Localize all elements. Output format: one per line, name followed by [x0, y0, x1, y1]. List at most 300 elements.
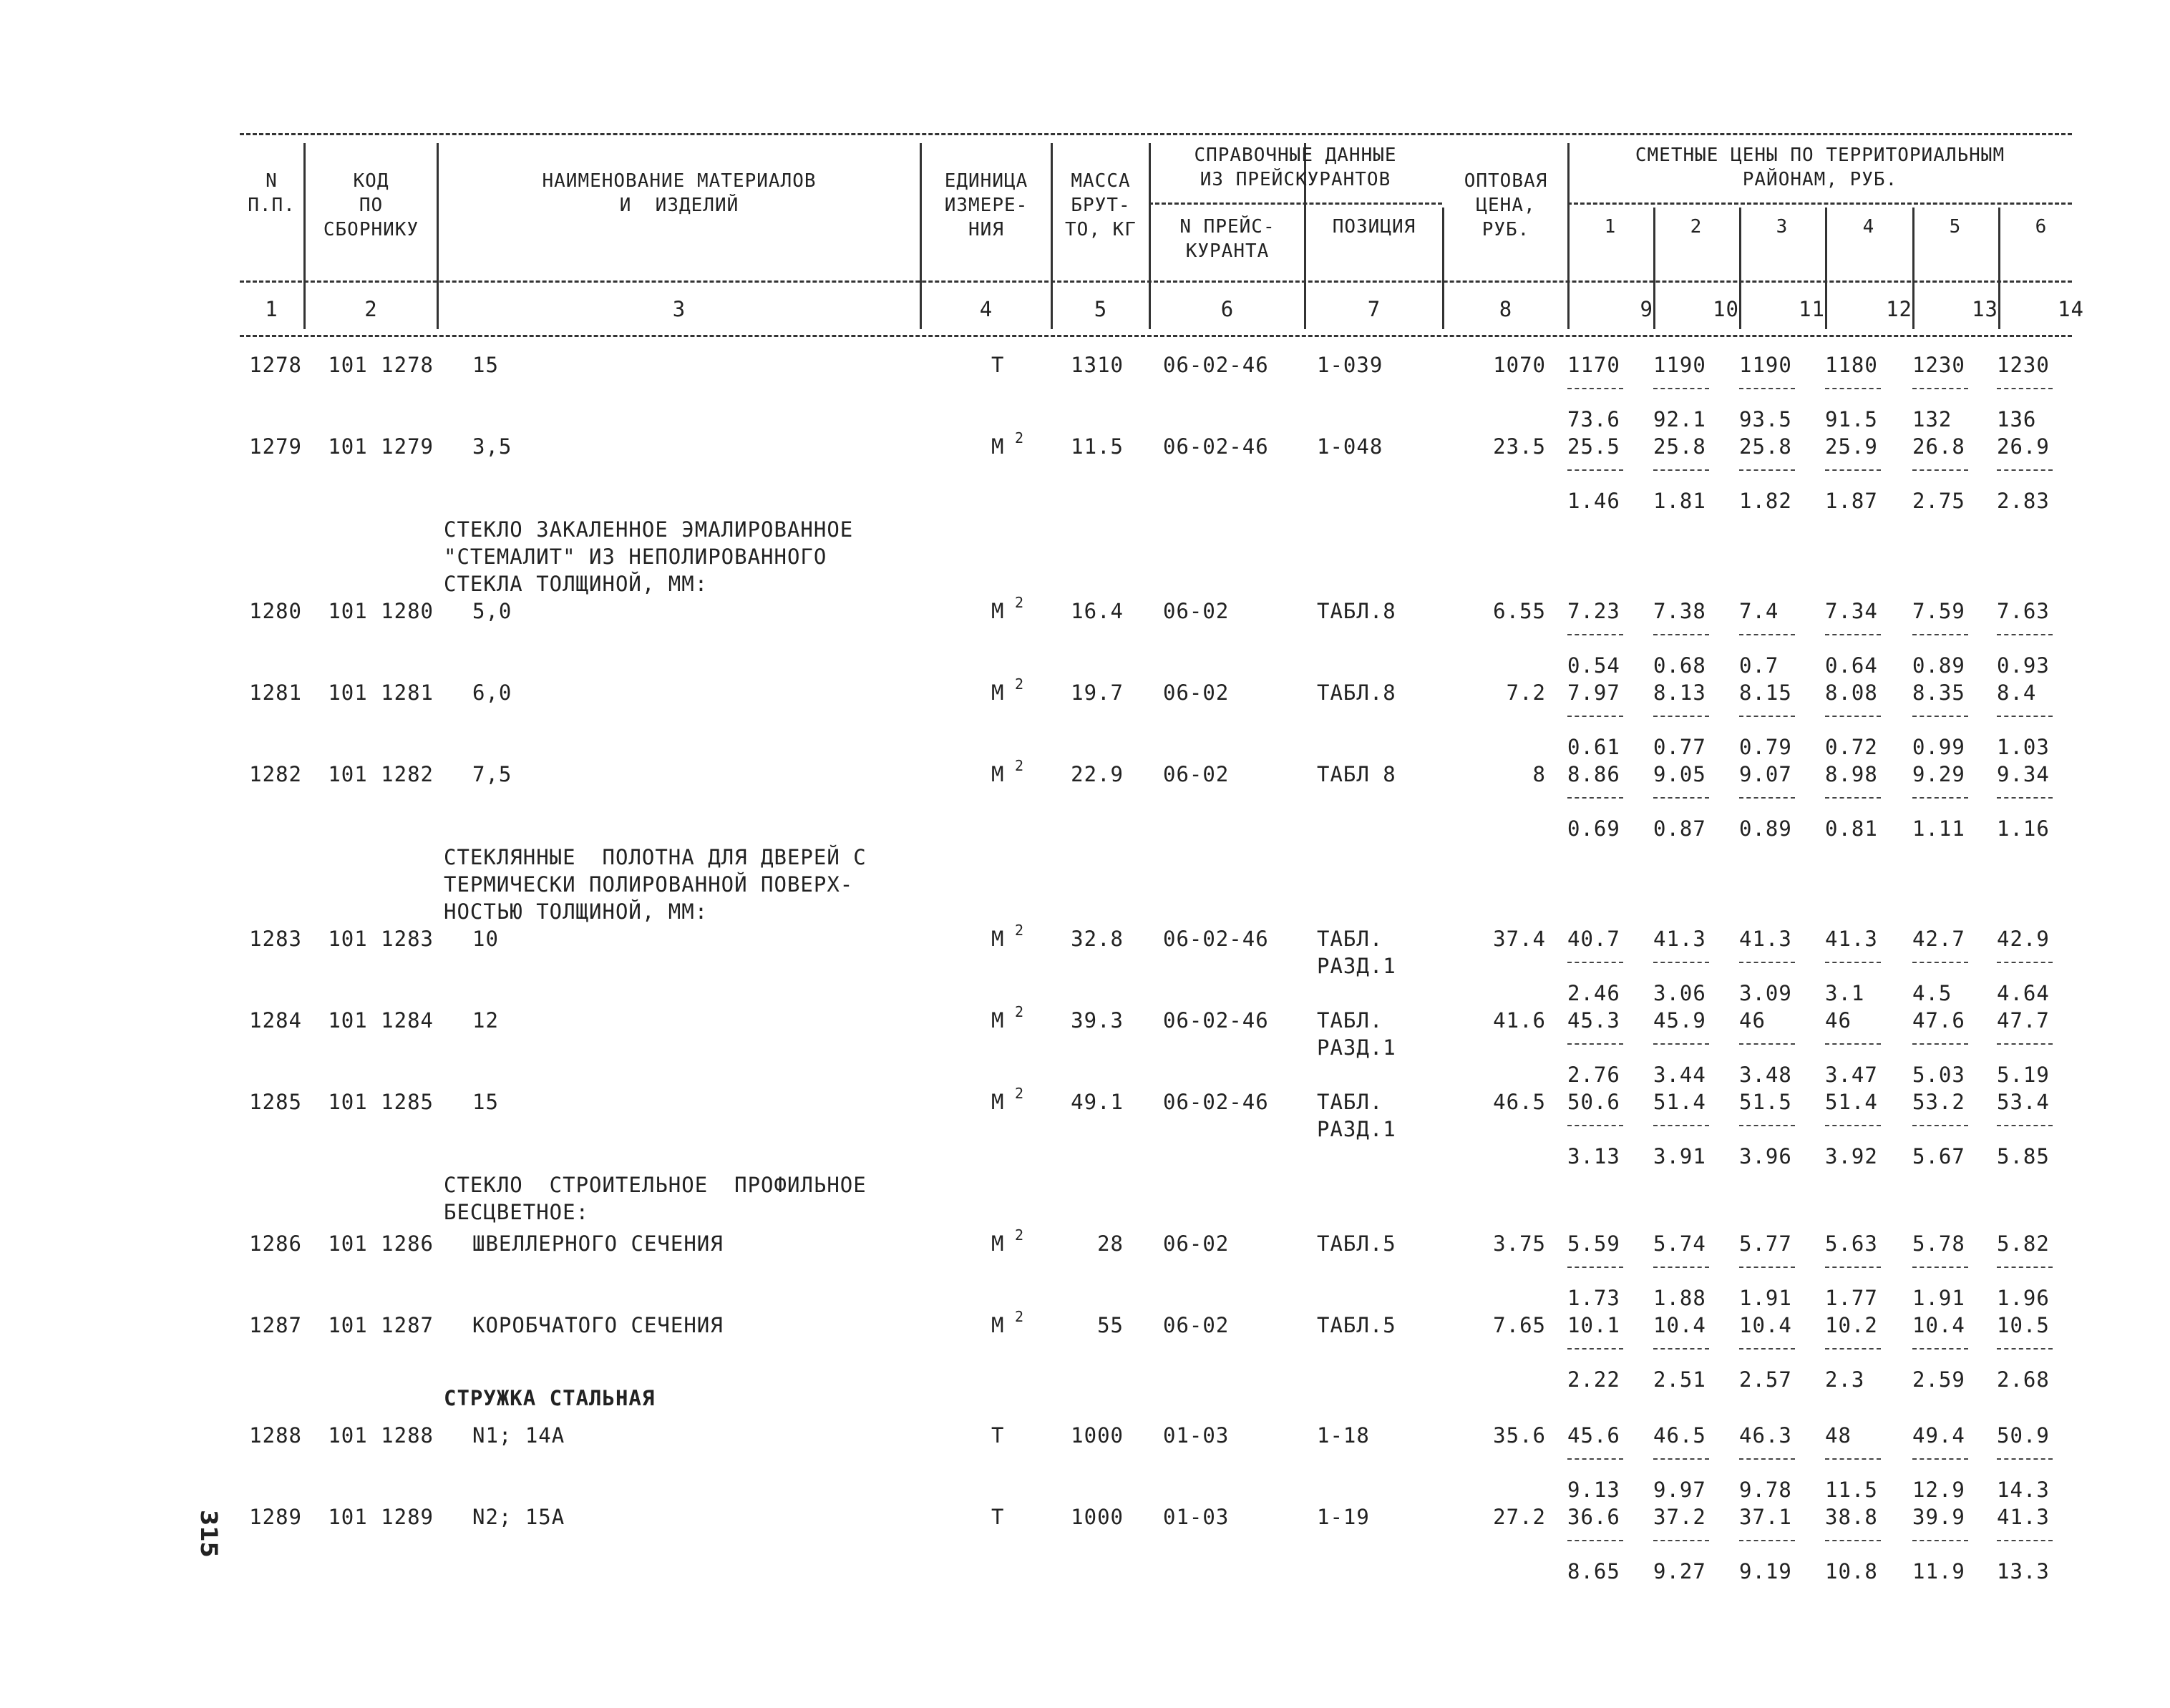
- fraction-rule: [1567, 1267, 1623, 1268]
- region-price-delta-6: 136: [1997, 407, 2037, 431]
- row-wholesale-price: 27.2: [1493, 1505, 1546, 1529]
- fraction-rule: [1739, 469, 1795, 471]
- column-number-4: 4: [979, 297, 993, 321]
- row-wholesale-price: 6.55: [1493, 599, 1546, 623]
- region-price-delta-3: 1.91: [1739, 1286, 1792, 1310]
- row-number: 1287: [249, 1313, 302, 1337]
- row-wholesale-price: 41.6: [1493, 1008, 1546, 1033]
- fraction-rule: [1825, 716, 1881, 717]
- column-number-separator: [1825, 289, 1827, 329]
- region-price-delta-4: 11.5: [1825, 1478, 1878, 1502]
- section-heading-line: "СТЕМАЛИТ" ИЗ НЕПОЛИРОВАННОГО: [444, 545, 827, 569]
- row-code: 101 1283: [328, 927, 434, 951]
- fraction-rule: [1739, 1267, 1795, 1268]
- fraction-rule: [1912, 634, 1968, 635]
- row-name: 15: [472, 1090, 499, 1114]
- row-pricelist-no: 01-03: [1163, 1423, 1230, 1448]
- fraction-rule: [1567, 716, 1623, 717]
- region-price-1: 40.7: [1567, 927, 1620, 951]
- row-unit: М 2: [991, 761, 1034, 787]
- region-price-1: 7.23: [1567, 599, 1620, 623]
- fraction-rule: [1567, 1540, 1623, 1541]
- row-pricelist-no: 06-02-46: [1163, 1008, 1269, 1033]
- region-price-delta-6: 1.96: [1997, 1286, 2050, 1310]
- section-heading-line: НОСТЬЮ ТОЛЩИНОЙ, ММ:: [444, 899, 709, 924]
- fraction-rule: [1653, 1458, 1709, 1460]
- row-mass: 19.7: [1071, 680, 1124, 705]
- row-code: 101 1285: [328, 1090, 434, 1114]
- region-price-delta-1: 0.61: [1567, 735, 1620, 759]
- row-mass: 39.3: [1071, 1008, 1124, 1033]
- region-price-delta-4: 10.8: [1825, 1559, 1878, 1583]
- fraction-rule: [1825, 797, 1881, 799]
- row-unit: М 2: [991, 1231, 1034, 1256]
- region-price-delta-1: 1.46: [1567, 489, 1620, 513]
- fraction-rule: [1912, 469, 1968, 471]
- region-price-2: 25.8: [1653, 434, 1706, 459]
- row-pricelist-no: 01-03: [1163, 1505, 1230, 1529]
- row-pricelist-no: 06-02: [1163, 1313, 1230, 1337]
- region-group-divider: [1567, 202, 2072, 205]
- region-price-2: 9.05: [1653, 762, 1706, 786]
- fraction-rule: [1825, 469, 1881, 471]
- column-number-6: 6: [1220, 297, 1235, 321]
- column-number-separator: [1304, 289, 1306, 329]
- header-name: НАИМЕНОВАНИЕ МАТЕРИАЛОВ: [542, 170, 817, 192]
- column-number-7: 7: [1367, 297, 1381, 321]
- region-price-delta-3: 93.5: [1739, 407, 1792, 431]
- fraction-rule: [1997, 469, 2053, 471]
- row-position: 1-18: [1317, 1423, 1370, 1448]
- fraction-rule: [1567, 634, 1623, 635]
- row-position: ТАБЛ.8: [1317, 599, 1396, 623]
- row-pricelist-no: 06-02-46: [1163, 927, 1269, 951]
- region-price-2: 41.3: [1653, 927, 1706, 951]
- region-price-delta-5: 5.03: [1912, 1063, 1965, 1087]
- row-name: 7,5: [472, 762, 512, 786]
- fraction-rule: [1825, 1125, 1881, 1126]
- section-heading-line: СТРУЖКА СТАЛЬНАЯ: [444, 1386, 656, 1410]
- fraction-rule: [1653, 1043, 1709, 1045]
- region-price-delta-6: 13.3: [1997, 1559, 2050, 1583]
- fraction-rule: [1997, 962, 2053, 963]
- row-code: 101 1281: [328, 680, 434, 705]
- region-price-3: 1190: [1739, 353, 1792, 377]
- region-price-delta-4: 0.81: [1825, 816, 1878, 841]
- header-code: ПО: [359, 195, 384, 216]
- region-price-1: 10.1: [1567, 1313, 1620, 1337]
- region-price-2: 46.5: [1653, 1423, 1706, 1448]
- row-pricelist-no: 06-02-46: [1163, 353, 1269, 377]
- row-code: 101 1280: [328, 599, 434, 623]
- header-position: ПОЗИЦИЯ: [1332, 216, 1416, 238]
- region-price-delta-5: 1.11: [1912, 816, 1965, 841]
- column-number-separator: [920, 289, 922, 329]
- region-price-4: 46: [1825, 1008, 1852, 1033]
- region-price-3: 41.3: [1739, 927, 1792, 951]
- region-price-6: 50.9: [1997, 1423, 2050, 1448]
- row-wholesale-price: 8: [1532, 762, 1546, 786]
- fraction-rule: [1567, 1348, 1623, 1350]
- region-price-5: 39.9: [1912, 1505, 1965, 1529]
- region-price-5: 8.35: [1912, 680, 1965, 705]
- fraction-rule: [1825, 1540, 1881, 1541]
- region-price-delta-5: 0.89: [1912, 653, 1965, 678]
- row-number: 1285: [249, 1090, 302, 1114]
- row-number: 1282: [249, 762, 302, 786]
- row-code: 101 1279: [328, 434, 434, 459]
- unit-exponent: 2: [1015, 1085, 1025, 1102]
- region-price-5: 26.8: [1912, 434, 1965, 459]
- header-code: КОД: [353, 170, 389, 192]
- row-code: 101 1286: [328, 1231, 434, 1256]
- region-price-4: 48: [1825, 1423, 1852, 1448]
- region-price-delta-3: 3.96: [1739, 1144, 1792, 1168]
- region-price-delta-3: 1.82: [1739, 489, 1792, 513]
- fraction-rule: [1739, 634, 1795, 635]
- fraction-rule: [1567, 1043, 1623, 1045]
- region-price-delta-2: 3.06: [1653, 981, 1706, 1005]
- row-pricelist-no: 06-02-46: [1163, 434, 1269, 459]
- header-n-pp: П.П.: [248, 195, 296, 216]
- header-region-3: 3: [1776, 216, 1789, 238]
- page-number: 315: [195, 1510, 223, 1558]
- row-code: 101 1287: [328, 1313, 434, 1337]
- row-position: ТАБЛ.5: [1317, 1231, 1396, 1256]
- column-number-separator: [303, 289, 306, 329]
- region-price-6: 42.9: [1997, 927, 2050, 951]
- region-price-1: 5.59: [1567, 1231, 1620, 1256]
- region-price-4: 5.63: [1825, 1231, 1878, 1256]
- header-region-6: 6: [2035, 216, 2048, 238]
- row-number: 1288: [249, 1423, 302, 1448]
- region-price-delta-5: 1.91: [1912, 1286, 1965, 1310]
- header-wholesale-price: ЦЕНА,: [1476, 195, 1536, 216]
- region-price-delta-1: 73.6: [1567, 407, 1620, 431]
- column-number-12: 12: [1886, 297, 1912, 321]
- row-code: 101 1282: [328, 762, 434, 786]
- region-price-1: 8.86: [1567, 762, 1620, 786]
- fraction-rule: [1997, 634, 2053, 635]
- row-wholesale-price: 7.2: [1506, 680, 1546, 705]
- region-price-delta-2: 9.27: [1653, 1559, 1706, 1583]
- fraction-rule: [1739, 1458, 1795, 1460]
- section-heading-line: СТЕКЛО СТРОИТЕЛЬНОЕ ПРОФИЛЬНОЕ: [444, 1173, 867, 1197]
- region-price-3: 37.1: [1739, 1505, 1792, 1529]
- header-ref-group: СПРАВОЧНЫЕ ДАННЫЕ: [1194, 145, 1397, 166]
- region-price-delta-1: 2.22: [1567, 1367, 1620, 1392]
- fraction-rule: [1825, 1348, 1881, 1350]
- row-name: КОРОБЧАТОГО СЕЧЕНИЯ: [472, 1313, 724, 1337]
- region-price-delta-4: 3.47: [1825, 1063, 1878, 1087]
- fraction-rule: [1653, 634, 1709, 635]
- region-price-delta-2: 3.91: [1653, 1144, 1706, 1168]
- header-ref-group: ИЗ ПРЕЙСКУРАНТОВ: [1200, 169, 1391, 190]
- header-region-5: 5: [1949, 216, 1962, 238]
- region-price-delta-2: 2.51: [1653, 1367, 1706, 1392]
- row-position: 1-048: [1317, 434, 1383, 459]
- region-price-delta-1: 2.46: [1567, 981, 1620, 1005]
- region-price-5: 5.78: [1912, 1231, 1965, 1256]
- region-price-delta-1: 8.65: [1567, 1559, 1620, 1583]
- region-price-delta-4: 1.87: [1825, 489, 1878, 513]
- fraction-rule: [1739, 1540, 1795, 1541]
- region-price-delta-4: 91.5: [1825, 407, 1878, 431]
- region-price-4: 7.34: [1825, 599, 1878, 623]
- region-price-5: 1230: [1912, 353, 1965, 377]
- fraction-rule: [1912, 1043, 1968, 1045]
- column-number-3: 3: [672, 297, 686, 321]
- region-price-1: 7.97: [1567, 680, 1620, 705]
- header-bottom-rule: [240, 335, 2072, 337]
- region-price-5: 49.4: [1912, 1423, 1965, 1448]
- region-price-4: 38.8: [1825, 1505, 1878, 1529]
- header-region-group: СМЕТНЫЕ ЦЕНЫ ПО ТЕРРИТОРИАЛЬНЫМ: [1635, 145, 2005, 166]
- row-position: РАЗД.1: [1317, 954, 1396, 978]
- region-price-delta-5: 2.59: [1912, 1367, 1965, 1392]
- row-unit: М 2: [991, 1089, 1034, 1115]
- region-price-delta-1: 0.69: [1567, 816, 1620, 841]
- column-number-10: 10: [1713, 297, 1739, 321]
- fraction-rule: [1825, 962, 1881, 963]
- fraction-rule: [1825, 1267, 1881, 1268]
- fraction-rule: [1912, 1125, 1968, 1126]
- row-number: 1283: [249, 927, 302, 951]
- header-pricelist-no: КУРАНТА: [1185, 240, 1270, 262]
- fraction-rule: [1912, 1458, 1968, 1460]
- unit-exponent: 2: [1015, 922, 1025, 939]
- region-price-4: 51.4: [1825, 1090, 1878, 1114]
- fraction-rule: [1912, 1540, 1968, 1541]
- row-wholesale-price: 35.6: [1493, 1423, 1546, 1448]
- row-code: 101 1284: [328, 1008, 434, 1033]
- row-position: ТАБЛ.8: [1317, 680, 1396, 705]
- header-region-group: РАЙОНАМ, РУБ.: [1742, 169, 1898, 190]
- fraction-rule: [1825, 388, 1881, 389]
- row-number: 1280: [249, 599, 302, 623]
- region-price-delta-2: 3.44: [1653, 1063, 1706, 1087]
- row-position: 1-039: [1317, 353, 1383, 377]
- region-price-delta-5: 12.9: [1912, 1478, 1965, 1502]
- row-number: 1286: [249, 1231, 302, 1256]
- region-price-5: 42.7: [1912, 927, 1965, 951]
- region-price-delta-5: 5.67: [1912, 1144, 1965, 1168]
- row-position: ТАБЛ.5: [1317, 1313, 1396, 1337]
- row-position: 1-19: [1317, 1505, 1370, 1529]
- row-number: 1279: [249, 434, 302, 459]
- column-number-separator: [1442, 289, 1444, 329]
- fraction-rule: [1912, 1348, 1968, 1350]
- region-price-3: 51.5: [1739, 1090, 1792, 1114]
- region-price-6: 8.4: [1997, 680, 2037, 705]
- row-mass: 49.1: [1071, 1090, 1124, 1114]
- section-heading-line: СТЕКЛА ТОЛЩИНОЙ, ММ:: [444, 572, 709, 596]
- region-price-delta-5: 0.99: [1912, 735, 1965, 759]
- row-unit: М 2: [991, 926, 1034, 952]
- region-price-3: 46.3: [1739, 1423, 1792, 1448]
- region-price-delta-6: 5.19: [1997, 1063, 2050, 1087]
- region-price-delta-5: 11.9: [1912, 1559, 1965, 1583]
- row-unit: М 2: [991, 1312, 1034, 1338]
- unit-exponent: 2: [1015, 1003, 1025, 1020]
- region-price-6: 5.82: [1997, 1231, 2050, 1256]
- row-mass: 11.5: [1071, 434, 1124, 459]
- region-price-delta-6: 5.85: [1997, 1144, 2050, 1168]
- region-price-delta-3: 3.48: [1739, 1063, 1792, 1087]
- fraction-rule: [1653, 469, 1709, 471]
- region-price-4: 41.3: [1825, 927, 1878, 951]
- column-number-2: 2: [364, 297, 378, 321]
- fraction-rule: [1997, 1267, 2053, 1268]
- row-unit: М 2: [991, 434, 1034, 459]
- region-price-5: 47.6: [1912, 1008, 1965, 1033]
- fraction-rule: [1825, 634, 1881, 635]
- region-price-6: 9.34: [1997, 762, 2050, 786]
- row-pricelist-no: 06-02: [1163, 762, 1230, 786]
- region-price-5: 53.2: [1912, 1090, 1965, 1114]
- header-unit: ИЗМЕРЕ-: [944, 195, 1028, 216]
- region-price-4: 1180: [1825, 353, 1878, 377]
- fraction-rule: [1567, 1458, 1623, 1460]
- header-mass: МАССА: [1071, 170, 1131, 192]
- header-top-rule: [240, 133, 2072, 135]
- column-number-separator: [1998, 289, 2000, 329]
- fraction-rule: [1739, 716, 1795, 717]
- row-code: 101 1278: [328, 353, 434, 377]
- region-price-3: 9.07: [1739, 762, 1792, 786]
- fraction-rule: [1912, 962, 1968, 963]
- region-price-delta-6: 2.68: [1997, 1367, 2050, 1392]
- region-price-delta-1: 2.76: [1567, 1063, 1620, 1087]
- row-number: 1289: [249, 1505, 302, 1529]
- fraction-rule: [1825, 1458, 1881, 1460]
- row-unit: Т: [991, 353, 1005, 377]
- region-price-delta-2: 1.88: [1653, 1286, 1706, 1310]
- region-price-delta-6: 1.16: [1997, 816, 2050, 841]
- region-price-6: 7.63: [1997, 599, 2050, 623]
- fraction-rule: [1567, 388, 1623, 389]
- region-price-delta-4: 3.1: [1825, 981, 1865, 1005]
- row-number: 1278: [249, 353, 302, 377]
- column-number-5: 5: [1094, 297, 1108, 321]
- row-wholesale-price: 1070: [1493, 353, 1546, 377]
- header-mass: БРУТ-: [1071, 195, 1131, 216]
- region-price-1: 50.6: [1567, 1090, 1620, 1114]
- region-price-3: 8.15: [1739, 680, 1792, 705]
- fraction-rule: [1567, 962, 1623, 963]
- row-position: РАЗД.1: [1317, 1035, 1396, 1060]
- header-sub-rule: [240, 280, 2072, 283]
- fraction-rule: [1567, 469, 1623, 471]
- region-price-6: 26.9: [1997, 434, 2050, 459]
- row-pricelist-no: 06-02: [1163, 1231, 1230, 1256]
- region-price-delta-2: 0.68: [1653, 653, 1706, 678]
- row-mass: 1000: [1071, 1423, 1124, 1448]
- column-number-11: 11: [1799, 297, 1825, 321]
- region-price-delta-5: 132: [1912, 407, 1952, 431]
- row-mass: 22.9: [1071, 762, 1124, 786]
- region-price-delta-3: 9.19: [1739, 1559, 1792, 1583]
- fraction-rule: [1739, 1348, 1795, 1350]
- column-number-separator: [1653, 289, 1655, 329]
- row-unit: Т: [991, 1423, 1005, 1448]
- region-price-2: 1190: [1653, 353, 1706, 377]
- row-pricelist-no: 06-02: [1163, 680, 1230, 705]
- region-price-2: 7.38: [1653, 599, 1706, 623]
- region-price-delta-2: 92.1: [1653, 407, 1706, 431]
- column-number-separator: [1912, 289, 1914, 329]
- row-unit: М 2: [991, 1007, 1034, 1033]
- section-heading-line: СТЕКЛЯННЫЕ ПОЛОТНА ДЛЯ ДВЕРЕЙ С: [444, 845, 867, 869]
- fraction-rule: [1567, 797, 1623, 799]
- row-name: 10: [472, 927, 499, 951]
- row-number: 1281: [249, 680, 302, 705]
- fraction-rule: [1912, 797, 1968, 799]
- column-number-separator: [1149, 289, 1151, 329]
- fraction-rule: [1912, 716, 1968, 717]
- region-price-4: 10.2: [1825, 1313, 1878, 1337]
- fraction-rule: [1653, 388, 1709, 389]
- region-price-delta-4: 2.3: [1825, 1367, 1865, 1392]
- region-price-2: 51.4: [1653, 1090, 1706, 1114]
- region-price-delta-3: 0.7: [1739, 653, 1779, 678]
- unit-exponent: 2: [1015, 1308, 1025, 1325]
- fraction-rule: [1997, 1540, 2053, 1541]
- unit-exponent: 2: [1015, 757, 1025, 774]
- fraction-rule: [1567, 1125, 1623, 1126]
- header-code: СБОРНИКУ: [323, 219, 419, 240]
- region-price-delta-5: 4.5: [1912, 981, 1952, 1005]
- fraction-rule: [1653, 1267, 1709, 1268]
- region-price-delta-3: 0.79: [1739, 735, 1792, 759]
- region-price-delta-4: 3.92: [1825, 1144, 1878, 1168]
- region-price-6: 1230: [1997, 353, 2050, 377]
- column-number-separator: [1567, 289, 1570, 329]
- fraction-rule: [1653, 1125, 1709, 1126]
- region-price-4: 8.08: [1825, 680, 1878, 705]
- row-mass: 55: [1097, 1313, 1124, 1337]
- fraction-rule: [1825, 1043, 1881, 1045]
- column-number-14: 14: [2058, 297, 2084, 321]
- fraction-rule: [1653, 1348, 1709, 1350]
- header-wholesale-price: РУБ.: [1481, 219, 1530, 240]
- region-price-6: 41.3: [1997, 1505, 2050, 1529]
- region-price-delta-4: 0.64: [1825, 653, 1878, 678]
- header-unit: ЕДИНИЦА: [944, 170, 1028, 192]
- region-price-delta-3: 3.09: [1739, 981, 1792, 1005]
- header-pricelist-no: N ПРЕЙС-: [1179, 216, 1275, 238]
- row-position: ТАБЛ 8: [1317, 762, 1396, 786]
- region-price-delta-4: 0.72: [1825, 735, 1878, 759]
- fraction-rule: [1653, 1540, 1709, 1541]
- region-price-delta-1: 0.54: [1567, 653, 1620, 678]
- fraction-rule: [1739, 797, 1795, 799]
- row-mass: 16.4: [1071, 599, 1124, 623]
- fraction-rule: [1739, 1043, 1795, 1045]
- region-price-3: 5.77: [1739, 1231, 1792, 1256]
- row-wholesale-price: 7.65: [1493, 1313, 1546, 1337]
- column-number-9: 9: [1640, 297, 1653, 321]
- region-price-5: 9.29: [1912, 762, 1965, 786]
- region-price-delta-3: 9.78: [1739, 1478, 1792, 1502]
- row-name: N2; 15А: [472, 1505, 565, 1529]
- header-region-1: 1: [1604, 216, 1617, 238]
- region-price-2: 45.9: [1653, 1008, 1706, 1033]
- fraction-rule: [1739, 1125, 1795, 1126]
- column-number-separator: [437, 289, 439, 329]
- region-price-delta-2: 0.87: [1653, 816, 1706, 841]
- region-price-delta-6: 0.93: [1997, 653, 2050, 678]
